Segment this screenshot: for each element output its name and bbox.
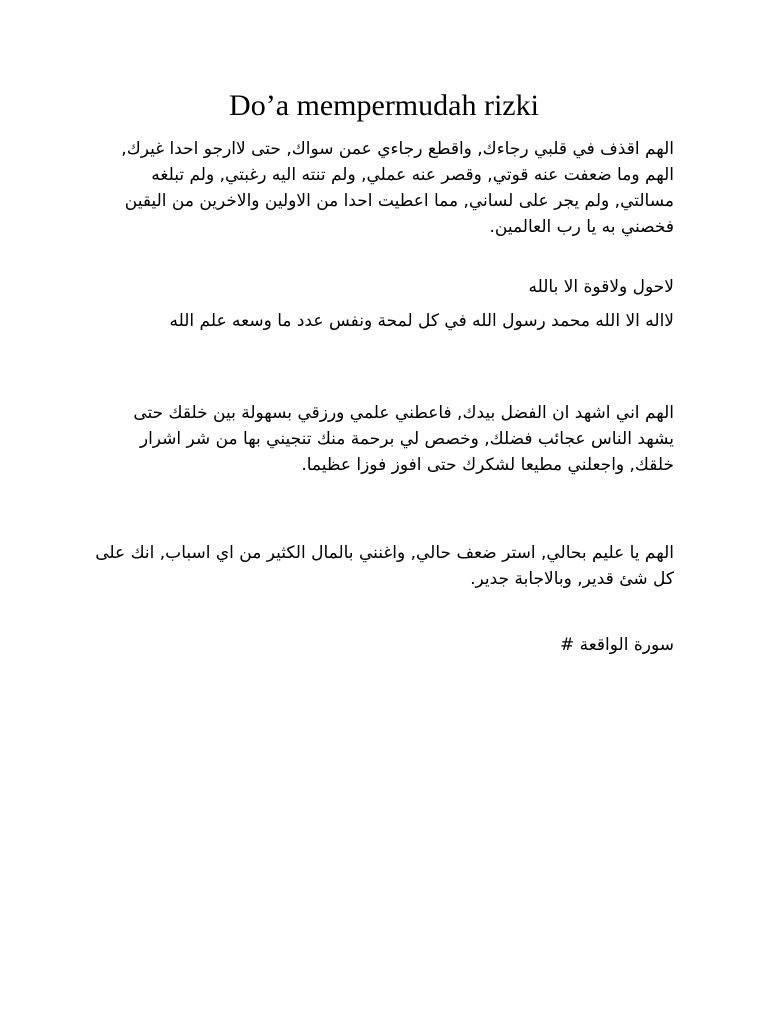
prayer-paragraph-4: الهم اني اشهد ان الفضل بيدك, فاعطني علمي ورزقي بسهولة بين خلقك حتى يشهد الناس عجائب فضلك, وخصص لي برحمة منك تنجيني بها من شر اشرار خلقك, واجعلني مطيعا لشكرك حتى افوز فوزا عظيما. xyxy=(133,403,674,475)
prayer-paragraph-1: الهم اقذف في قلبي رجاءك, واقطع رجاءي عمن سواك, حتى لاارجو احدا غيرك, الهم وما ضعفت عنه قوتي, وقصر عنه عملي, ولم تنته اليه رغبتي, ولم تبلغه مسالتي, ولم يجر على لساني, مما اعطيت احدا من الاولين والاخرين من اليقين فخصني به يا رب العالمين. xyxy=(121,139,674,237)
prayer-paragraph-2: لاحول ولاقوة الا بالله xyxy=(528,277,674,297)
prayer-paragraph-3: لااله الا الله محمد رسول الله في كل لمحة ونفس عدد ما وسعه علم الله xyxy=(169,311,674,331)
surah-reference: سورة الواقعة # xyxy=(559,635,674,655)
document-title: Do’a mempermudah rizki xyxy=(229,89,539,122)
prayer-paragraph-5: الهم يا عليم بحالي, استر ضعف حالي, واغنني بالمال الكثير من اي اسباب, انك على كل شئ قدير, وبالاجابة جدير. xyxy=(95,543,674,589)
